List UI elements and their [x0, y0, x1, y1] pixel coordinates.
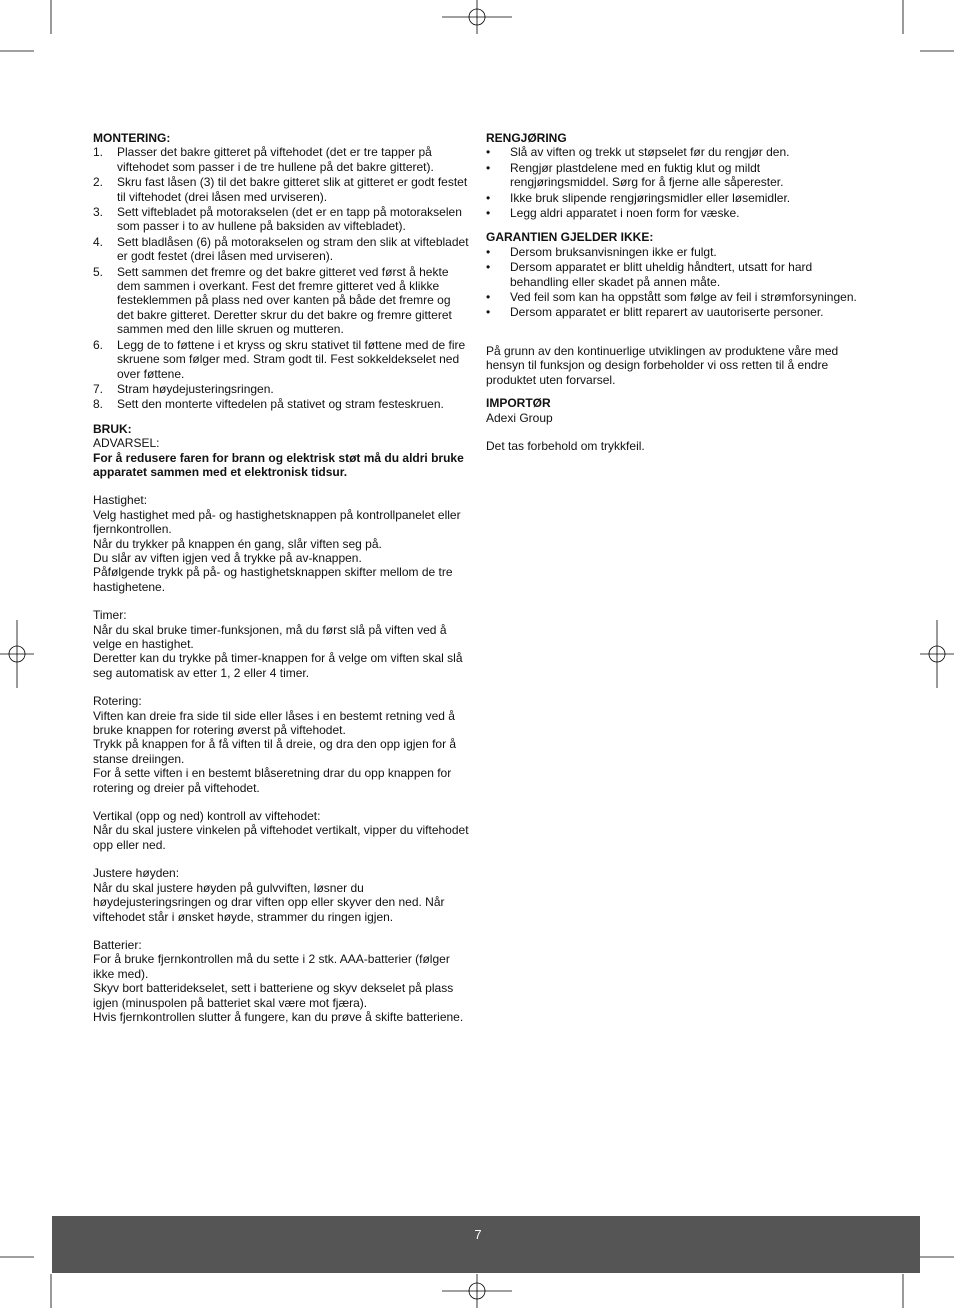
list-item: • Ved feil som kan ha oppstått som følge av feil i strømforsyningen.	[486, 290, 857, 305]
list-item: • Dersom bruksanvisningen ikke er fulgt.	[486, 244, 717, 259]
list-item: 8. Sett den monterte viftedelen på stativet og stram festeskruen.	[93, 397, 444, 412]
importor-heading: IMPORTØR	[486, 396, 551, 411]
list-item: 2. Skru fast låsen (3) til det bakre gitteret slik at gitteret er godt festet til viftehodet (drei låsen med urviseren).	[93, 175, 468, 204]
footer-band	[52, 1216, 920, 1273]
section-vertikal: Vertikal (opp og ned) kontroll av viftehodet: Når du skal justere vinkelen på viftehodet vertikalt, vipper du viftehodet opp eller ned.	[93, 809, 469, 852]
list-item: • Slå av viften og trekk ut støpselet før du rengjør den.	[486, 145, 790, 160]
section-title: Timer:	[93, 608, 127, 623]
disclaimer-text: Det tas forbehold om trykkfeil.	[486, 438, 645, 453]
list-item: • Dersom apparatet er blitt reparert av uautoriserte personer.	[486, 305, 824, 320]
list-item: 5. Sett sammen det fremre og det bakre gitteret ved først å hekte dem sammen i overkant. Fest det fremre gitteret ved å klikke festeklemmen på plass ned over kanten på både det fremre og det bakre gitteret. Deretter skrur du det bakre og fremre gitteret sammen med den lille skruen og mutteren.	[93, 264, 452, 337]
montering-heading: MONTERING:	[93, 131, 171, 145]
section-timer: Timer: Når du skal bruke timer-funksjonen, må du først slå på viften ved å velge en hastighet. Deretter kan du trykke på timer-knappen for å velge om viften skal slå seg automatisk av etter 1, 2 eller 4 timer.	[93, 608, 469, 680]
bullet-icon: •	[486, 260, 491, 275]
section-rotering: Rotering: Viften kan dreie fra side til side eller låses i en bestemt retning ved å bruke knappen for rotering øverst på viftehodet. Trykk på knappen for å få viften til å dreie, og dra den opp igjen for å stanse dreiingen. For å sette viften i en bestemt blåseretning drar du opp knappen for rotering og dreier på viftehodet.	[93, 694, 469, 795]
bullet-icon: •	[486, 145, 491, 160]
bullet-icon: •	[486, 244, 491, 259]
bullet-icon: •	[486, 290, 491, 305]
list-item: 6. Legg de to føttene i et kryss og skru stativet til føttene med de fire skruene som følger med. Stram godt til. Fest sokkeldekselet ned over føttene.	[93, 337, 466, 381]
garanti-heading: GARANTIEN GJELDER IKKE:	[486, 230, 654, 245]
list-item: • Rengjør plastdelene med en fuktig klut og mildt rengjøringsmiddel. Sørg for å fjerne alle såperester.	[486, 160, 784, 190]
bullet-icon: •	[486, 305, 491, 320]
right-column	[486, 131, 862, 453]
list-item: 7. Stram høydejusteringsringen.	[93, 381, 274, 396]
section-title: Vertikal (opp og ned) kontroll av viftehodet:	[93, 809, 321, 824]
section-title: Batterier:	[93, 937, 142, 952]
rengjoring-heading: RENGJØRING	[486, 131, 567, 145]
list-item: • Dersom apparatet er blitt uheldig håndtert, utsatt for hard behandling eller skadet på annen måte.	[486, 260, 813, 289]
bullet-icon: •	[486, 190, 491, 205]
bullet-icon: •	[486, 160, 491, 175]
section-title: Justere høyden:	[93, 866, 180, 881]
section-hastighet: Hastighet: Velg hastighet med på- og hastighetsknappen på kontrollpanelet eller fjernkontrollen. Når du trykker på knappen én gang, slår viften seg på. Du slår av viften igjen ved å trykke på av-knappen. Påfølgende trykk på på- og hastighetsknappen skifter mellom de tre hastighetene.	[93, 493, 469, 594]
list-item: 3. Sett viftebladet på motorakselen (det er en tapp på motorakselen som passer i to av hullene på baksiden av viftebladet).	[93, 205, 462, 234]
list-item: 1. Plasser det bakre gitteret på viftehodet (det er tre tapper på viftehodet som passer i de tre hullene på det bakre gitteret).	[93, 145, 434, 174]
bullet-icon: •	[486, 206, 491, 221]
list-item: • Ikke bruk slipende rengjøringsmidler eller løsemidler.	[486, 190, 791, 205]
notice-text: På grunn av den kontinuerlige utviklingen av produktene våre med hensyn til funksjon og design forbeholder vi oss retten til å endre produktet uten forvarsel.	[486, 343, 839, 387]
section-justere-hoyden: Justere høyden: Når du skal justere høyden på gulvviften, løsner du høydejusteringsringen og drar viften opp eller skyver den ned. Når viftehodet står i ønsket høyde, strammer du ringen igjen.	[93, 866, 469, 924]
garanti-list	[486, 245, 862, 320]
list-item: 4. Sett bladlåsen (6) på motorakselen og stram den slik at viftebladet er godt festet (drei låsen med urviseren).	[93, 234, 469, 264]
bruk-heading: BRUK:	[93, 421, 132, 436]
section-title: Hastighet:	[93, 493, 148, 508]
section-title: Rotering:	[93, 694, 142, 709]
list-item: • Legg aldri apparatet i noen form for væske.	[486, 206, 740, 221]
page-number: 7	[474, 1227, 482, 1242]
montering-steps	[93, 145, 469, 411]
advarsel-text: For å redusere faren for brann og elektrisk støt må du aldri bruke apparatet sammen med et elektronisk tidsur.	[93, 450, 464, 479]
section-batterier: Batterier: For å bruke fjernkontrollen må du sette i 2 stk. AAA-batterier (følger ikke med). Skyv bort batteridekselet, sett i batteriene og skyv dekselet på plass igjen (minuspolen på batteriet skal være mot fjæra). Hvis fjernkontrollen slutter å fungere, kan du prøve å skifte batteriene.	[93, 938, 469, 1024]
importor-name: Adexi Group	[486, 410, 553, 425]
left-column	[93, 131, 469, 1024]
advarsel-label: ADVARSEL:	[93, 436, 160, 451]
rengjoring-list	[486, 145, 862, 220]
